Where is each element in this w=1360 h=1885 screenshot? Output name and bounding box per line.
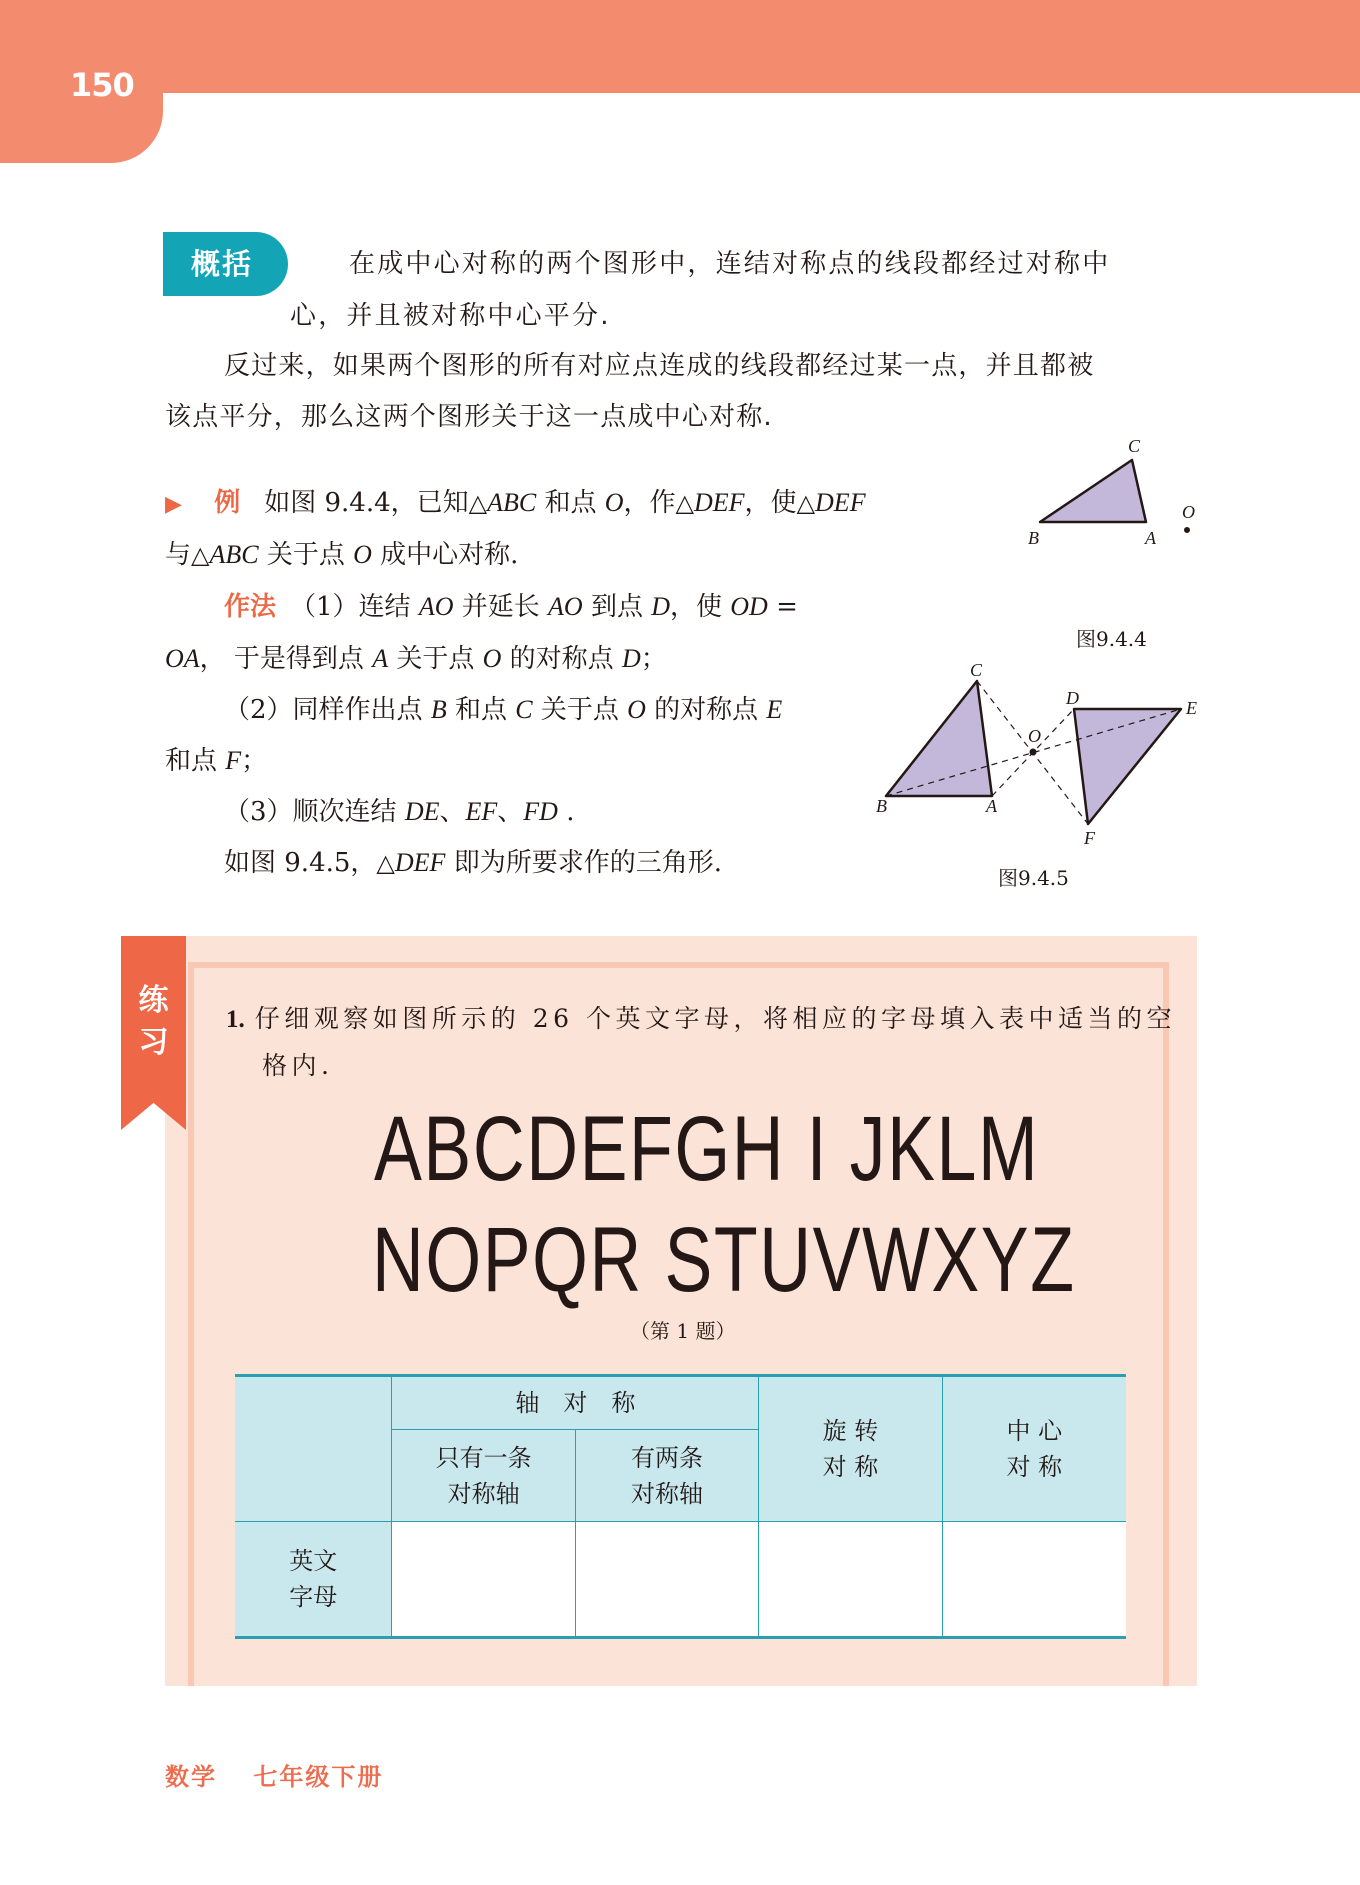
svg-text:F: F — [1084, 828, 1095, 848]
answer-cell-one-axis[interactable] — [392, 1522, 575, 1638]
play-marker-icon: ▶ — [165, 492, 182, 517]
answer-cell-rotational[interactable] — [759, 1522, 942, 1638]
svg-text:C: C — [1128, 436, 1141, 456]
figure-9-4-4-caption: 图9.4.4 — [1076, 627, 1147, 651]
header-central-symmetry: 中 心 对 称 — [942, 1376, 1126, 1522]
header-one-axis: 只有一条 对称轴 — [392, 1430, 575, 1522]
figure-9-4-5 — [860, 650, 1210, 850]
page-number: 150 — [70, 66, 134, 104]
svg-text:O: O — [1028, 726, 1041, 746]
answer-cell-central[interactable] — [942, 1522, 1126, 1638]
svg-text:O: O — [1182, 502, 1195, 522]
summary-line-2: 心，并且被对称中心平分. — [290, 301, 611, 331]
method-step-1b: OA， 于是得到点 A 关于点 O 的对称点 D； — [165, 644, 667, 674]
svg-text:C: C — [970, 660, 983, 680]
example-conclusion: 如图 9.4.5，△DEF 即为所要求作的三角形. — [224, 848, 722, 878]
summary-line-3: 反过来，如果两个图形的所有对应点连成的线段都经过某一点，并且都被 — [224, 351, 1095, 381]
method-step-3: （3）顺次连结 DE、EF、FD . — [224, 797, 575, 827]
header-two-axes: 有两条 对称轴 — [575, 1430, 758, 1522]
question-number: 1. — [226, 1006, 245, 1033]
header-band — [0, 0, 1360, 93]
answer-cell-two-axes[interactable] — [575, 1522, 758, 1638]
question-1-line-2: 格内. — [262, 1051, 334, 1080]
svg-text:A: A — [986, 796, 997, 816]
figure-9-4-4 — [1000, 430, 1220, 590]
svg-text:B: B — [876, 796, 887, 816]
figure-9-4-5-caption: 图9.4.5 — [998, 866, 1069, 890]
summary-badge: 概括 — [163, 232, 288, 296]
method-label: 作法 — [224, 592, 277, 622]
footer-book-title: 数学 七年级下册 — [165, 1763, 384, 1791]
header-rotational-symmetry: 旋 转 对 称 — [759, 1376, 942, 1522]
header-axis-symmetry: 轴 对 称 — [392, 1376, 759, 1430]
example-line-2: 与△ABC 关于点 O 成中心对称. — [165, 540, 519, 570]
method-step-2a: （2）同样作出点 B 和点 C 关于点 O 的对称点 E — [224, 695, 783, 725]
letters-row-1: ABCDEFGH I JKLM — [374, 1098, 1040, 1200]
row-label-letters: 英文 字母 — [235, 1522, 392, 1638]
exercise-bookmark-label: 练 习 — [138, 983, 169, 1060]
example-label: 例 — [214, 488, 241, 518]
table-corner — [235, 1376, 392, 1522]
method-step-1a: 作法 （1）连结 AO 并延长 AO 到点 D，使 OD = — [224, 592, 798, 622]
example-line-1: ▶ 例 如图 9.4.4，已知△ABC 和点 O，作△DEF，使△DEF — [165, 488, 866, 518]
letters-row-2: NOPQR STUVWXYZ — [372, 1209, 1076, 1311]
svg-text:E: E — [1186, 698, 1197, 718]
question-1-line-1: 1. 仔细观察如图所示的 26 个英文字母，将相应的字母填入表中适当的空 — [226, 1004, 1176, 1033]
method-step-2b: 和点 F； — [165, 746, 268, 776]
summary-line-4: 该点平分，那么这两个图形关于这一点成中心对称. — [165, 402, 773, 432]
figure-caption-q1: （第 1 题） — [630, 1319, 736, 1343]
summary-line-1: 在成中心对称的两个图形中，连结对称点的线段都经过对称中 — [349, 249, 1111, 279]
svg-text:A: A — [1145, 528, 1156, 548]
svg-text:D: D — [1066, 688, 1079, 708]
svg-text:B: B — [1028, 528, 1039, 548]
symmetry-table — [235, 1374, 1126, 1639]
